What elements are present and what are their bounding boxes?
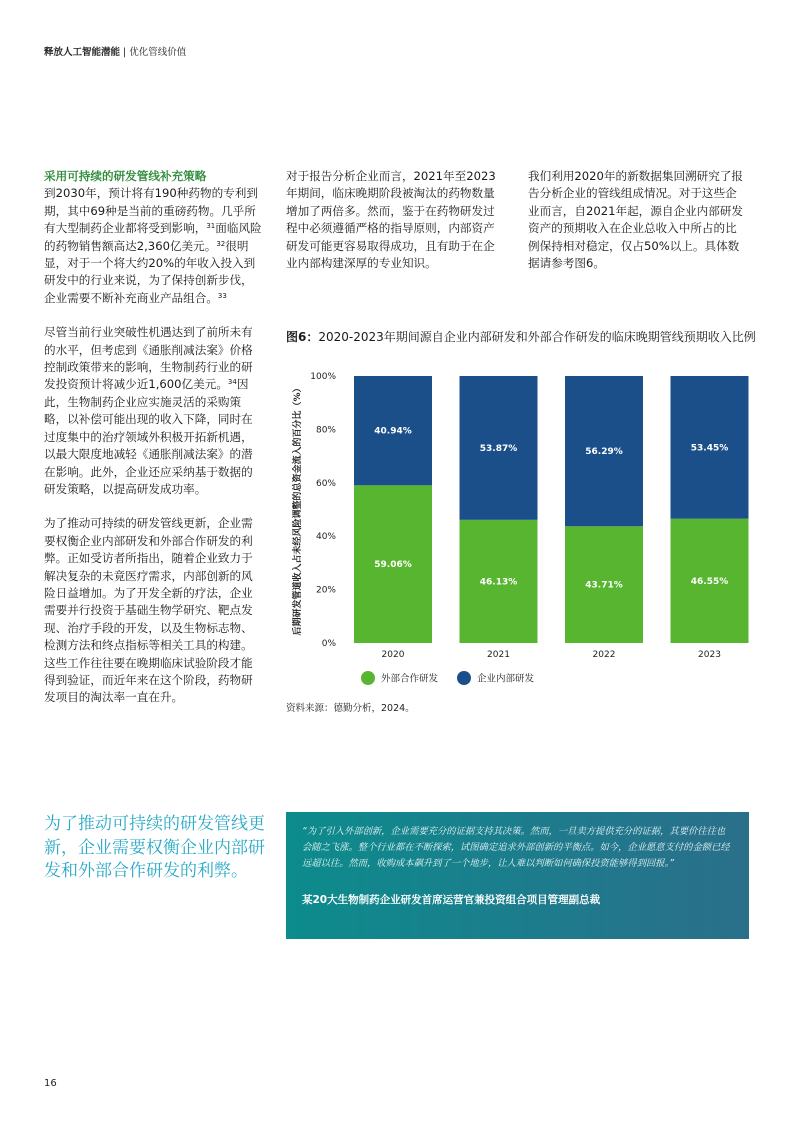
y-tick-label: 40% (315, 532, 336, 543)
paragraph-1-text-b: 面临风险的药物销售额高达2,360亿美元。 (44, 221, 262, 253)
header-separator: | (120, 47, 130, 58)
header-title: 释放人工智能潜能 (44, 47, 121, 58)
x-tick-label: 2021 (487, 650, 510, 660)
paragraph-5: 我们利用2020年的新数据集回溯研究了报告分析企业的管线组成情况。对于这些企业而言，自2021年起，源自企业内部研发资产的预期收入在企业总收入中所占的比例保持相对稳定，仅占50%以上。具体数据请参考图6。 (528, 169, 744, 271)
figure-label-separator: ： (306, 330, 319, 344)
y-tick-label: 100% (310, 372, 336, 382)
text-column-2 (286, 168, 506, 289)
footnote-33: 33 (217, 291, 227, 300)
legend-label: 企业内部研发 (477, 673, 535, 685)
section-heading: 采用可持续的研发管线补充策略 (44, 169, 207, 183)
x-tick-label: 2023 (698, 650, 721, 660)
footnote-32: 32 (216, 239, 226, 248)
paragraph-4: 对于报告分析企业而言，2021年至2023年期间，临床晚期阶段被淘汰的药物数量增加了两倍多。然而，鉴于在药物研发过程中必须遵循严格的指导原则，内部资产研发可能更容易取得成功，且有助于在企业内部构建深厚的专业知识。 (286, 169, 496, 271)
paragraph-3: 为了推动可持续的研发管线更新，企业需要权衡企业内部研发和外部合作研发的利弊。正如受访者所指出，随着企业致力于解决复杂的未竟医疗需求，内部创新的风险日益增加。为了开发全新的疗法，企业需要并行投资于基础生物学研究、靶点发现、治疗手段的开发，以及生物标志物、检测方法和终点指标等相关工具的构建。这些工作往往要在晚期临床试验阶段才能得到验证，而近年来在这个阶段，药物研发项目的淘汰率一直在升。 (44, 516, 253, 705)
paragraph-2-text-a: 尽管当前行业突破性机遇达到了前所未有的水平，但考虑到《通胀削减法案》价格控制政策带来的影响，生物制药行业的研发投资预计将减少近1,600亿美元。 (44, 325, 253, 392)
x-tick-label: 2022 (592, 650, 616, 660)
data-label: 46.13% (479, 577, 518, 588)
paragraph-2-text-b: 因此，生物制药企业应实施灵活的采购策略，以补偿可能出现的收入下降，同时在过度集中的治疗领域外积极开拓新机遇，以最大限度地减轻《通胀削减法案》的潜在影响。此外，企业还应采纳基于数据的研发策略，以提高研发成功率。 (44, 377, 253, 496)
figure-title (286, 328, 756, 346)
legend-label: 外部合作研发 (381, 673, 439, 685)
y-tick-label: 20% (315, 585, 336, 596)
figure-label: 图6 (286, 330, 307, 344)
x-tick-label: 2020 (381, 650, 405, 660)
pull-quote: 为了推动可持续的研发管线更新，企业需要权衡企业内部研发和外部合作研发的利弊。 (44, 814, 265, 881)
y-tick-label: 0% (321, 639, 336, 649)
data-label: 46.55% (690, 576, 729, 587)
paragraph-1 (44, 185, 264, 307)
data-label: 59.06% (374, 560, 412, 571)
paragraph-1-text-a: 到2030年，预计将有190种药物的专利到期，其中69种是当前的重磅药物。几乎所有大型制药企业都将受到影响， (44, 186, 258, 236)
data-label: 56.29% (585, 447, 623, 458)
footnote-34: 34 (227, 378, 237, 387)
page-number: 16 (44, 1078, 57, 1089)
data-label: 40.94% (374, 426, 412, 437)
figure-caption: 2020-2023年期间源自企业内部研发和外部合作研发的临床晚期管线预期收入比例 (318, 330, 756, 344)
figure-source: 资料来源：德勤分析，2024。 (286, 703, 415, 714)
y-axis-title: 后期研发管道收入占未经风险调整的总资金流入的百分比（%） (293, 383, 303, 636)
legend-swatch-external (361, 671, 375, 685)
header-subtitle: 优化管线价值 (129, 47, 187, 58)
y-tick-label: 60% (315, 478, 336, 489)
data-label: 53.87% (479, 443, 518, 454)
stacked-bar-chart (286, 362, 756, 696)
y-tick-label: 80% (315, 425, 336, 436)
quote-text: “为了引入外部创新，企业需要充分的证据支持其决策。然而，一旦卖方提供充分的证据，其要价往往也会随之飞涨。整个行业都在不断探索，试图确定追求外部创新的平衡点。如今，企业愿意支付的金额已经远超以往。然而，收购成本飙升到了一个地步，让人难以判断如何确保投资能够得到回报。” (302, 826, 730, 869)
footnote-31: 31 (206, 222, 216, 231)
paragraph-2 (44, 324, 264, 498)
data-label: 43.71% (585, 580, 623, 591)
text-column-1 (44, 168, 264, 724)
quote-attribution: 某20大生物制药企业研发首席运营官兼投资组合项目管理副总裁 (302, 894, 601, 906)
data-label: 53.45% (690, 443, 729, 454)
paragraph-1-text-c: 很明显，对于一个将大约20%的年收入投入到研发中的行业来说，为了保持创新步伐，企业需要不断补充商业产品组合。 (44, 238, 256, 305)
legend-swatch-internal (457, 671, 471, 685)
running-header (44, 44, 186, 58)
text-column-3 (528, 168, 748, 289)
quote-box (286, 812, 749, 939)
